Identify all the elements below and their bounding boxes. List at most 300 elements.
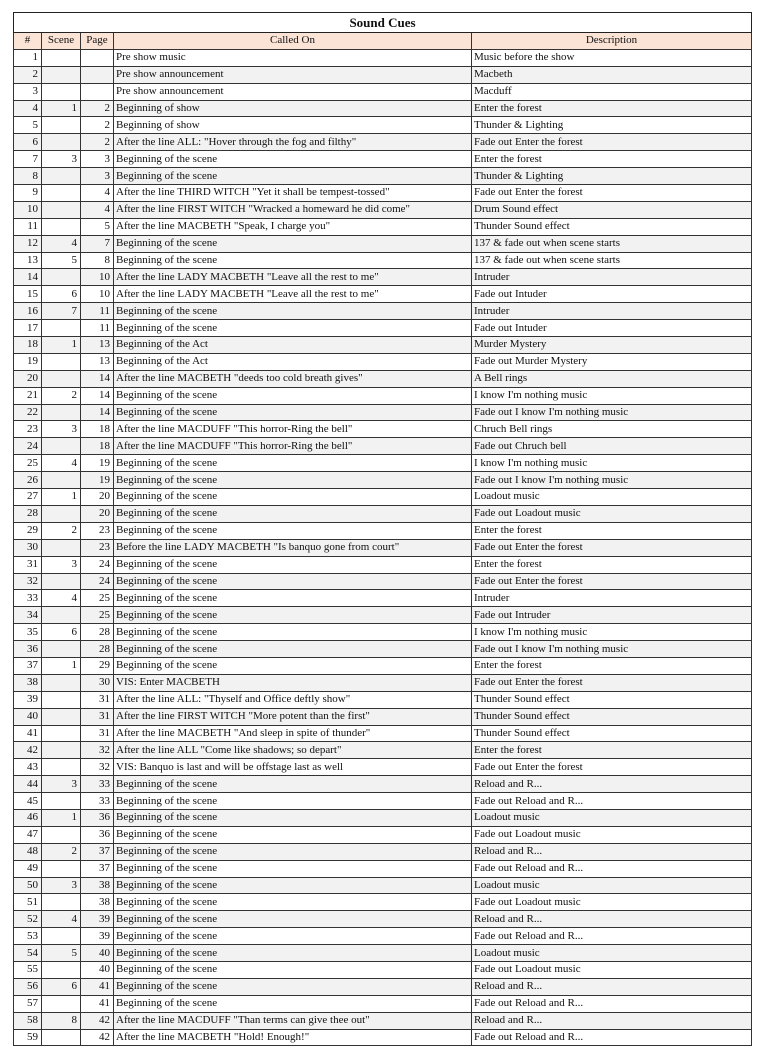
column-header-page: Page	[81, 33, 114, 50]
page-cell: 31	[81, 725, 114, 742]
cue-number-cell: 57	[14, 995, 42, 1012]
page-cell: 5	[81, 218, 114, 235]
table-title: Sound Cues	[14, 13, 752, 33]
called-on-cell: After the line FIRST WITCH "Wracked a homeward he did come"	[114, 201, 472, 218]
table-row	[14, 404, 752, 421]
scene-cell	[42, 117, 81, 134]
scene-cell: 4	[42, 590, 81, 607]
scene-cell: 1	[42, 489, 81, 506]
description-cell: Fade out Enter the forest	[472, 674, 752, 691]
table-row	[14, 945, 752, 962]
description-cell: Fade out Reload and R...	[472, 793, 752, 810]
scene-cell: 4	[42, 455, 81, 472]
page-cell: 33	[81, 776, 114, 793]
called-on-cell: Beginning of the scene	[114, 776, 472, 793]
column-header-called-on: Called On	[114, 33, 472, 50]
table-row	[14, 168, 752, 185]
cue-number-cell: 38	[14, 674, 42, 691]
cue-number-cell: 29	[14, 522, 42, 539]
page-cell: 18	[81, 438, 114, 455]
page-cell: 40	[81, 961, 114, 978]
description-cell: I know I'm nothing music	[472, 624, 752, 641]
scene-cell	[42, 539, 81, 556]
page-cell: 2	[81, 134, 114, 151]
scene-cell: 5	[42, 252, 81, 269]
called-on-cell: Beginning of the scene	[114, 303, 472, 320]
description-cell: Fade out I know I'm nothing music	[472, 404, 752, 421]
page-cell: 33	[81, 793, 114, 810]
called-on-cell: Beginning of the scene	[114, 252, 472, 269]
called-on-cell: Beginning of the scene	[114, 235, 472, 252]
page-cell: 2	[81, 117, 114, 134]
called-on-cell: Beginning of the scene	[114, 404, 472, 421]
description-cell: Fade out Chruch bell	[472, 438, 752, 455]
description-cell: Music before the show	[472, 49, 752, 66]
description-cell: Reload and R...	[472, 843, 752, 860]
table-row	[14, 505, 752, 522]
table-row	[14, 235, 752, 252]
column-header-row	[14, 33, 752, 50]
description-cell: Fade out Enter the forest	[472, 134, 752, 151]
description-cell: Fade out Enter the forest	[472, 185, 752, 202]
called-on-cell: Beginning of the scene	[114, 961, 472, 978]
called-on-cell: Beginning of the scene	[114, 657, 472, 674]
table-row	[14, 961, 752, 978]
description-cell: A Bell rings	[472, 370, 752, 387]
description-cell: Enter the forest	[472, 742, 752, 759]
scene-cell: 3	[42, 151, 81, 168]
description-cell: Reload and R...	[472, 1012, 752, 1029]
cue-number-cell: 8	[14, 168, 42, 185]
page-cell: 2	[81, 100, 114, 117]
description-cell: Thunder Sound effect	[472, 708, 752, 725]
page-cell: 11	[81, 320, 114, 337]
scene-cell	[42, 708, 81, 725]
scene-cell	[42, 742, 81, 759]
description-cell: Enter the forest	[472, 657, 752, 674]
cue-number-cell: 32	[14, 573, 42, 590]
scene-cell	[42, 505, 81, 522]
table-row	[14, 624, 752, 641]
description-cell: Drum Sound effect	[472, 201, 752, 218]
table-row	[14, 472, 752, 489]
page-cell: 3	[81, 151, 114, 168]
page-cell: 3	[81, 168, 114, 185]
scene-cell	[42, 185, 81, 202]
cue-number-cell: 9	[14, 185, 42, 202]
scene-cell	[42, 168, 81, 185]
cue-number-cell: 58	[14, 1012, 42, 1029]
scene-cell	[42, 201, 81, 218]
description-cell: Fade out I know I'm nothing music	[472, 472, 752, 489]
scene-cell: 6	[42, 978, 81, 995]
table-row	[14, 793, 752, 810]
scene-cell	[42, 269, 81, 286]
page-cell: 25	[81, 607, 114, 624]
scene-cell: 4	[42, 235, 81, 252]
description-cell: Thunder Sound effect	[472, 218, 752, 235]
table-row	[14, 607, 752, 624]
scene-cell: 2	[42, 387, 81, 404]
table-row	[14, 759, 752, 776]
description-cell: Loadout music	[472, 945, 752, 962]
cue-number-cell: 23	[14, 421, 42, 438]
description-cell: Enter the forest	[472, 522, 752, 539]
description-cell: Fade out Reload and R...	[472, 860, 752, 877]
scene-cell	[42, 826, 81, 843]
table-row	[14, 66, 752, 83]
table-row	[14, 286, 752, 303]
cue-number-cell: 7	[14, 151, 42, 168]
description-cell: Reload and R...	[472, 776, 752, 793]
description-cell: Fade out Enter the forest	[472, 573, 752, 590]
description-cell: 137 & fade out when scene starts	[472, 252, 752, 269]
cue-number-cell: 28	[14, 505, 42, 522]
scene-cell	[42, 134, 81, 151]
page-cell: 41	[81, 995, 114, 1012]
page-cell: 42	[81, 1012, 114, 1029]
page-cell: 13	[81, 353, 114, 370]
scene-cell	[42, 995, 81, 1012]
cue-number-cell: 27	[14, 489, 42, 506]
scene-cell	[42, 894, 81, 911]
scene-cell: 3	[42, 421, 81, 438]
table-row	[14, 539, 752, 556]
scene-cell: 4	[42, 911, 81, 928]
scene-cell	[42, 641, 81, 658]
description-cell: Reload and R...	[472, 978, 752, 995]
scene-cell	[42, 961, 81, 978]
cue-number-cell: 40	[14, 708, 42, 725]
table-row	[14, 438, 752, 455]
scene-cell: 8	[42, 1012, 81, 1029]
description-cell: Fade out Loadout music	[472, 894, 752, 911]
called-on-cell: After the line ALL: "Thyself and Office deftly show"	[114, 691, 472, 708]
description-cell: I know I'm nothing music	[472, 455, 752, 472]
table-row	[14, 83, 752, 100]
called-on-cell: Beginning of the scene	[114, 641, 472, 658]
description-cell: Reload and R...	[472, 911, 752, 928]
description-cell: Enter the forest	[472, 100, 752, 117]
scene-cell	[42, 438, 81, 455]
description-cell: Fade out Reload and R...	[472, 1029, 752, 1046]
page-cell: 37	[81, 843, 114, 860]
description-cell: Thunder & Lighting	[472, 168, 752, 185]
called-on-cell: After the line THIRD WITCH "Yet it shall be tempest-tossed"	[114, 185, 472, 202]
description-cell: I know I'm nothing music	[472, 387, 752, 404]
table-row	[14, 691, 752, 708]
table-row	[14, 117, 752, 134]
sound-cues-sheet	[13, 12, 751, 1046]
page-cell: 38	[81, 894, 114, 911]
scene-cell	[42, 472, 81, 489]
description-cell: Murder Mystery	[472, 337, 752, 354]
called-on-cell: Beginning of the scene	[114, 843, 472, 860]
page-cell: 28	[81, 641, 114, 658]
cue-number-cell: 24	[14, 438, 42, 455]
cue-number-cell: 13	[14, 252, 42, 269]
page-cell: 18	[81, 421, 114, 438]
description-cell: Macbeth	[472, 66, 752, 83]
table-row	[14, 928, 752, 945]
scene-cell: 2	[42, 522, 81, 539]
scene-cell	[42, 725, 81, 742]
cue-number-cell: 30	[14, 539, 42, 556]
called-on-cell: Beginning of the scene	[114, 978, 472, 995]
scene-cell: 3	[42, 877, 81, 894]
page-cell: 20	[81, 489, 114, 506]
scene-cell: 1	[42, 657, 81, 674]
cue-number-cell: 37	[14, 657, 42, 674]
called-on-cell: Beginning of the scene	[114, 911, 472, 928]
called-on-cell: Beginning of the scene	[114, 624, 472, 641]
cue-number-cell: 42	[14, 742, 42, 759]
called-on-cell: Pre show announcement	[114, 66, 472, 83]
description-cell: Thunder Sound effect	[472, 725, 752, 742]
cue-number-cell: 47	[14, 826, 42, 843]
cue-number-cell: 11	[14, 218, 42, 235]
scene-cell	[42, 607, 81, 624]
table-row	[14, 522, 752, 539]
called-on-cell: Beginning of the scene	[114, 556, 472, 573]
page-cell: 13	[81, 337, 114, 354]
cue-number-cell: 45	[14, 793, 42, 810]
cue-number-cell: 34	[14, 607, 42, 624]
table-row	[14, 657, 752, 674]
table-row	[14, 1012, 752, 1029]
column-header-number: #	[14, 33, 42, 50]
cue-number-cell: 59	[14, 1029, 42, 1046]
called-on-cell: After the line ALL "Come like shadows; so depart"	[114, 742, 472, 759]
description-cell: Chruch Bell rings	[472, 421, 752, 438]
cue-number-cell: 31	[14, 556, 42, 573]
scene-cell	[42, 370, 81, 387]
cue-number-cell: 4	[14, 100, 42, 117]
table-row	[14, 978, 752, 995]
cue-number-cell: 49	[14, 860, 42, 877]
scene-cell: 1	[42, 337, 81, 354]
description-cell: Intruder	[472, 303, 752, 320]
description-cell: Fade out Loadout music	[472, 505, 752, 522]
cue-number-cell: 26	[14, 472, 42, 489]
description-cell: Fade out I know I'm nothing music	[472, 641, 752, 658]
cue-number-cell: 39	[14, 691, 42, 708]
scene-cell	[42, 691, 81, 708]
description-cell: Fade out Enter the forest	[472, 759, 752, 776]
scene-cell: 1	[42, 100, 81, 117]
page-cell: 4	[81, 185, 114, 202]
description-cell: Fade out Intruder	[472, 607, 752, 624]
table-row	[14, 218, 752, 235]
table-row	[14, 809, 752, 826]
called-on-cell: After the line FIRST WITCH "More potent than the first"	[114, 708, 472, 725]
page-cell: 41	[81, 978, 114, 995]
table-row	[14, 320, 752, 337]
called-on-cell: After the line LADY MACBETH "Leave all the rest to me"	[114, 286, 472, 303]
page-cell: 39	[81, 911, 114, 928]
table-row	[14, 590, 752, 607]
column-header-scene: Scene	[42, 33, 81, 50]
cue-number-cell: 33	[14, 590, 42, 607]
called-on-cell: Beginning of the scene	[114, 489, 472, 506]
called-on-cell: Beginning of the Act	[114, 353, 472, 370]
cue-number-cell: 22	[14, 404, 42, 421]
called-on-cell: After the line MACBETH "deeds too cold breath gives"	[114, 370, 472, 387]
page-cell: 36	[81, 826, 114, 843]
cue-number-cell: 53	[14, 928, 42, 945]
page-cell: 14	[81, 370, 114, 387]
description-cell: Fade out Loadout music	[472, 826, 752, 843]
scene-cell	[42, 404, 81, 421]
scene-cell: 3	[42, 556, 81, 573]
scene-cell	[42, 83, 81, 100]
scene-cell	[42, 353, 81, 370]
called-on-cell: Beginning of the scene	[114, 455, 472, 472]
cue-rows	[14, 49, 752, 1046]
called-on-cell: After the line MACBETH "Speak, I charge you"	[114, 218, 472, 235]
called-on-cell: Beginning of the scene	[114, 387, 472, 404]
called-on-cell: After the line MACBETH "Hold! Enough!"	[114, 1029, 472, 1046]
cue-number-cell: 25	[14, 455, 42, 472]
table-row	[14, 995, 752, 1012]
called-on-cell: Beginning of the scene	[114, 945, 472, 962]
description-cell: Fade out Reload and R...	[472, 928, 752, 945]
description-cell: Enter the forest	[472, 151, 752, 168]
called-on-cell: Beginning of the scene	[114, 522, 472, 539]
called-on-cell: Beginning of the scene	[114, 877, 472, 894]
page-cell	[81, 49, 114, 66]
description-cell: Fade out Enter the forest	[472, 539, 752, 556]
called-on-cell: Beginning of the scene	[114, 928, 472, 945]
page-cell: 7	[81, 235, 114, 252]
called-on-cell: Beginning of the scene	[114, 573, 472, 590]
table-row	[14, 826, 752, 843]
table-row	[14, 725, 752, 742]
page-cell: 24	[81, 556, 114, 573]
called-on-cell: After the line MACBETH "And sleep in spite of thunder"	[114, 725, 472, 742]
called-on-cell: Beginning of the scene	[114, 826, 472, 843]
description-cell: Intruder	[472, 269, 752, 286]
scene-cell: 5	[42, 945, 81, 962]
table-row	[14, 337, 752, 354]
page-cell: 31	[81, 708, 114, 725]
page-cell: 30	[81, 674, 114, 691]
called-on-cell: Before the line LADY MACBETH "Is banquo gone from court"	[114, 539, 472, 556]
table-row	[14, 370, 752, 387]
table-row	[14, 1029, 752, 1046]
description-cell: Fade out Loadout music	[472, 961, 752, 978]
cue-number-cell: 6	[14, 134, 42, 151]
called-on-cell: Beginning of show	[114, 117, 472, 134]
cue-number-cell: 51	[14, 894, 42, 911]
called-on-cell: After the line MACDUFF "Than terms can give thee out"	[114, 1012, 472, 1029]
table-row	[14, 894, 752, 911]
table-row	[14, 641, 752, 658]
page-cell: 23	[81, 539, 114, 556]
page-cell: 32	[81, 759, 114, 776]
description-cell: Loadout music	[472, 489, 752, 506]
called-on-cell: VIS: Banquo is last and will be offstage last as well	[114, 759, 472, 776]
cue-number-cell: 36	[14, 641, 42, 658]
page-cell: 37	[81, 860, 114, 877]
page-cell: 38	[81, 877, 114, 894]
table-row	[14, 455, 752, 472]
description-cell: Intruder	[472, 590, 752, 607]
table-row	[14, 201, 752, 218]
cue-number-cell: 21	[14, 387, 42, 404]
cue-number-cell: 52	[14, 911, 42, 928]
table-row	[14, 151, 752, 168]
page-cell: 20	[81, 505, 114, 522]
cue-number-cell: 35	[14, 624, 42, 641]
description-cell: Loadout music	[472, 877, 752, 894]
table-row	[14, 674, 752, 691]
called-on-cell: Beginning of the scene	[114, 894, 472, 911]
page-cell: 32	[81, 742, 114, 759]
table-row	[14, 303, 752, 320]
called-on-cell: Pre show announcement	[114, 83, 472, 100]
description-cell: Fade out Intuder	[472, 320, 752, 337]
cue-number-cell: 41	[14, 725, 42, 742]
cue-number-cell: 44	[14, 776, 42, 793]
page-cell: 19	[81, 455, 114, 472]
cue-number-cell: 2	[14, 66, 42, 83]
called-on-cell: Beginning of the scene	[114, 995, 472, 1012]
page-cell: 23	[81, 522, 114, 539]
page-cell: 4	[81, 201, 114, 218]
description-cell: Thunder & Lighting	[472, 117, 752, 134]
table-row	[14, 269, 752, 286]
called-on-cell: Beginning of the scene	[114, 607, 472, 624]
scene-cell	[42, 320, 81, 337]
scene-cell	[42, 860, 81, 877]
cue-number-cell: 17	[14, 320, 42, 337]
cue-number-cell: 14	[14, 269, 42, 286]
scene-cell	[42, 928, 81, 945]
cue-number-cell: 48	[14, 843, 42, 860]
table-row	[14, 860, 752, 877]
table-row	[14, 134, 752, 151]
called-on-cell: Beginning of the Act	[114, 337, 472, 354]
scene-cell: 3	[42, 776, 81, 793]
page-cell	[81, 66, 114, 83]
scene-cell: 6	[42, 286, 81, 303]
description-cell: Enter the forest	[472, 556, 752, 573]
scene-cell: 7	[42, 303, 81, 320]
page-cell: 25	[81, 590, 114, 607]
table-row	[14, 877, 752, 894]
description-cell: Fade out Murder Mystery	[472, 353, 752, 370]
table-row	[14, 489, 752, 506]
scene-cell	[42, 674, 81, 691]
cue-number-cell: 43	[14, 759, 42, 776]
scene-cell	[42, 1029, 81, 1046]
table-row	[14, 49, 752, 66]
sound-cues-table	[13, 12, 752, 1046]
table-row	[14, 911, 752, 928]
page-cell: 14	[81, 387, 114, 404]
table-row	[14, 708, 752, 725]
table-row	[14, 556, 752, 573]
called-on-cell: Beginning of the scene	[114, 168, 472, 185]
page-cell: 10	[81, 269, 114, 286]
called-on-cell: Beginning of the scene	[114, 151, 472, 168]
table-row	[14, 421, 752, 438]
table-row	[14, 573, 752, 590]
page-cell: 29	[81, 657, 114, 674]
called-on-cell: Beginning of the scene	[114, 472, 472, 489]
page-cell: 36	[81, 809, 114, 826]
